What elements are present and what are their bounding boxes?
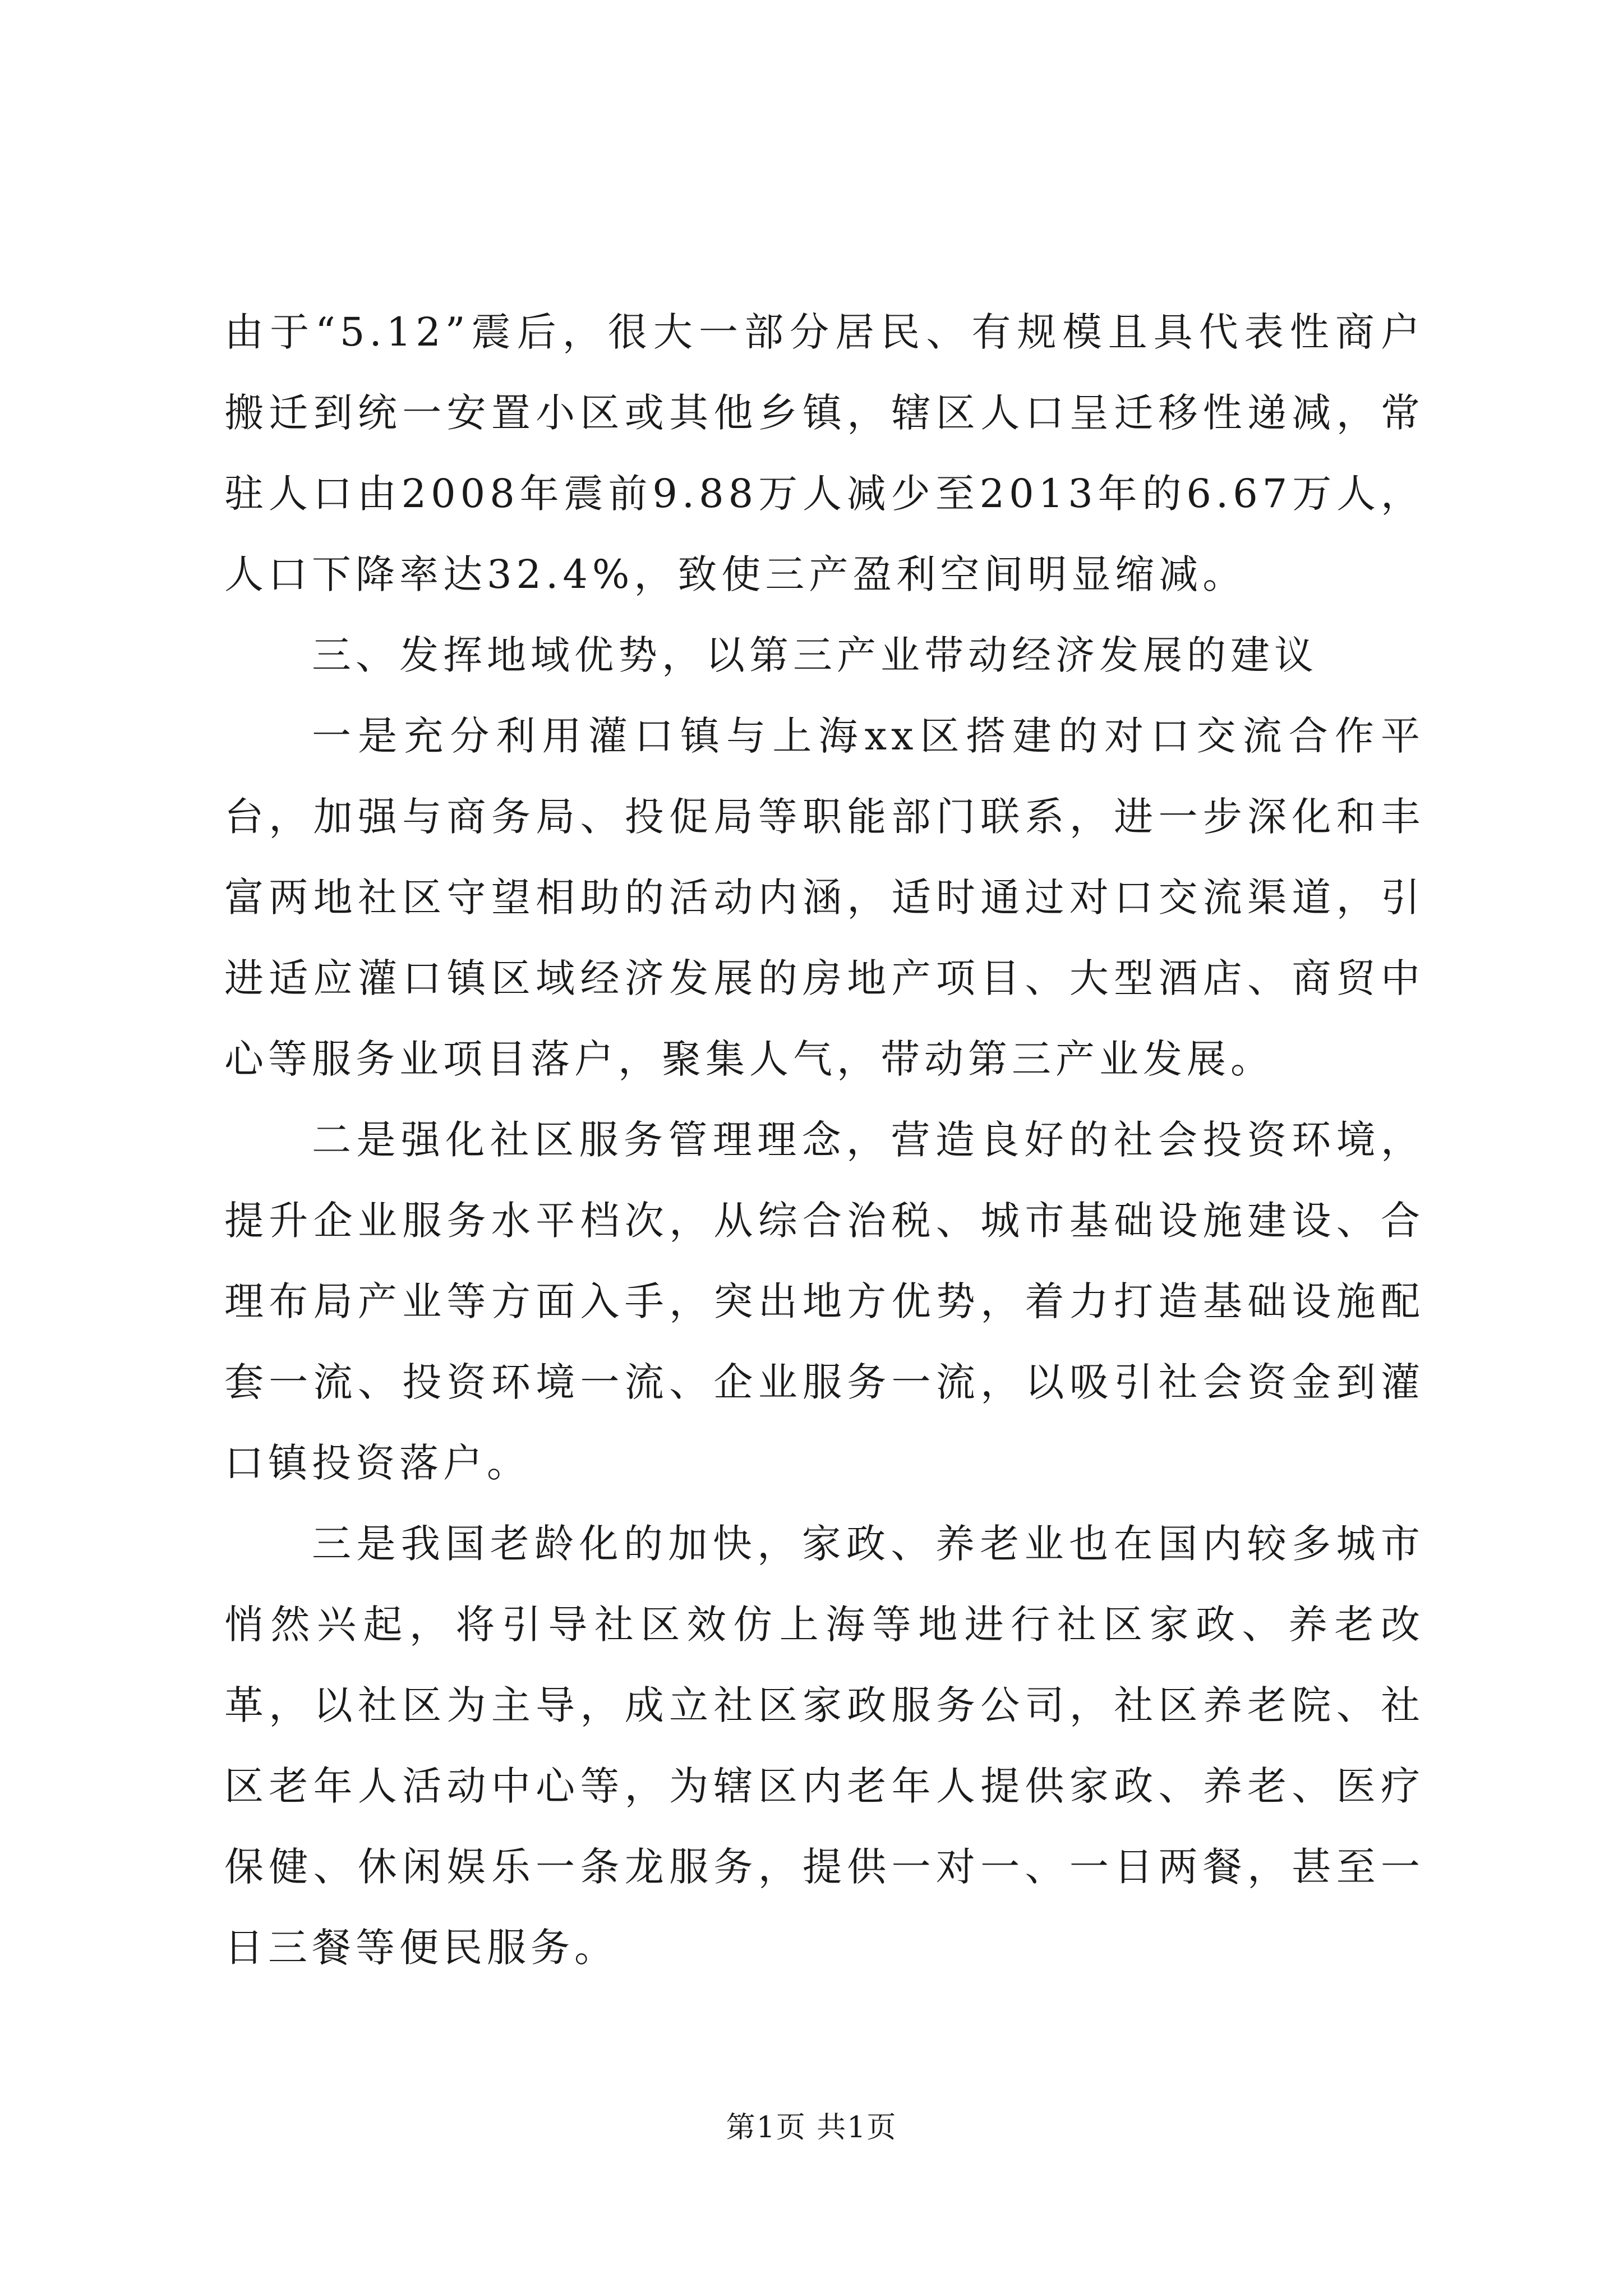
paragraph-continuation: 由于“5.12”震后，很大一部分居民、有规模且具代表性商户搬迁到统一安置小区或其他乡镇，辖区人口呈迁移性递减，常驻人口由2008年震前9.88万人减少至2013年的6.67万人，人口下降率达32.4%，致使三产盈利空间明显缩减。: [224, 309, 1424, 597]
document-body: [224, 292, 1424, 1988]
paragraph-suggestion-2: 二是强化社区服务管理理念，营造良好的社会投资环境，提升企业服务水平档次，从综合治税、城市基础设施建设、合理布局产业等方面入手，突出地方优势，着力打造基础设施配套一流、投资环境一流、企业服务一流，以吸引社会资金到灌口镇投资落户。: [224, 1117, 1424, 1486]
paragraph-suggestion-3: 三是我国老龄化的加快，家政、养老业也在国内较多城市悄然兴起，将引导社区效仿上海等地进行社区家政、养老改革，以社区为主导，成立社区家政服务公司，社区养老院、社区老年人活动中心等，为辖区内老年人提供家政、养老、医疗保健、休闲娱乐一条龙服务，提供一对一、一日两餐，甚至一日三餐等便民服务。: [224, 1521, 1424, 1971]
paragraph-suggestion-1: 一是充分利用灌口镇与上海xx区搭建的对口交流合作平台，加强与商务局、投促局等职能部门联系，进一步深化和丰富两地社区守望相助的活动内涵，适时通过对口交流渠道，引进适应灌口镇区域经济发展的房地产项目、大型酒店、商贸中心等服务业项目落户，聚集人气，带动第三产业发展。: [224, 713, 1424, 1082]
section-heading: 三、发挥地域优势，以第三产业带动经济发展的建议: [312, 632, 1318, 678]
page-footer: 第1页 共1页: [726, 2111, 897, 2145]
